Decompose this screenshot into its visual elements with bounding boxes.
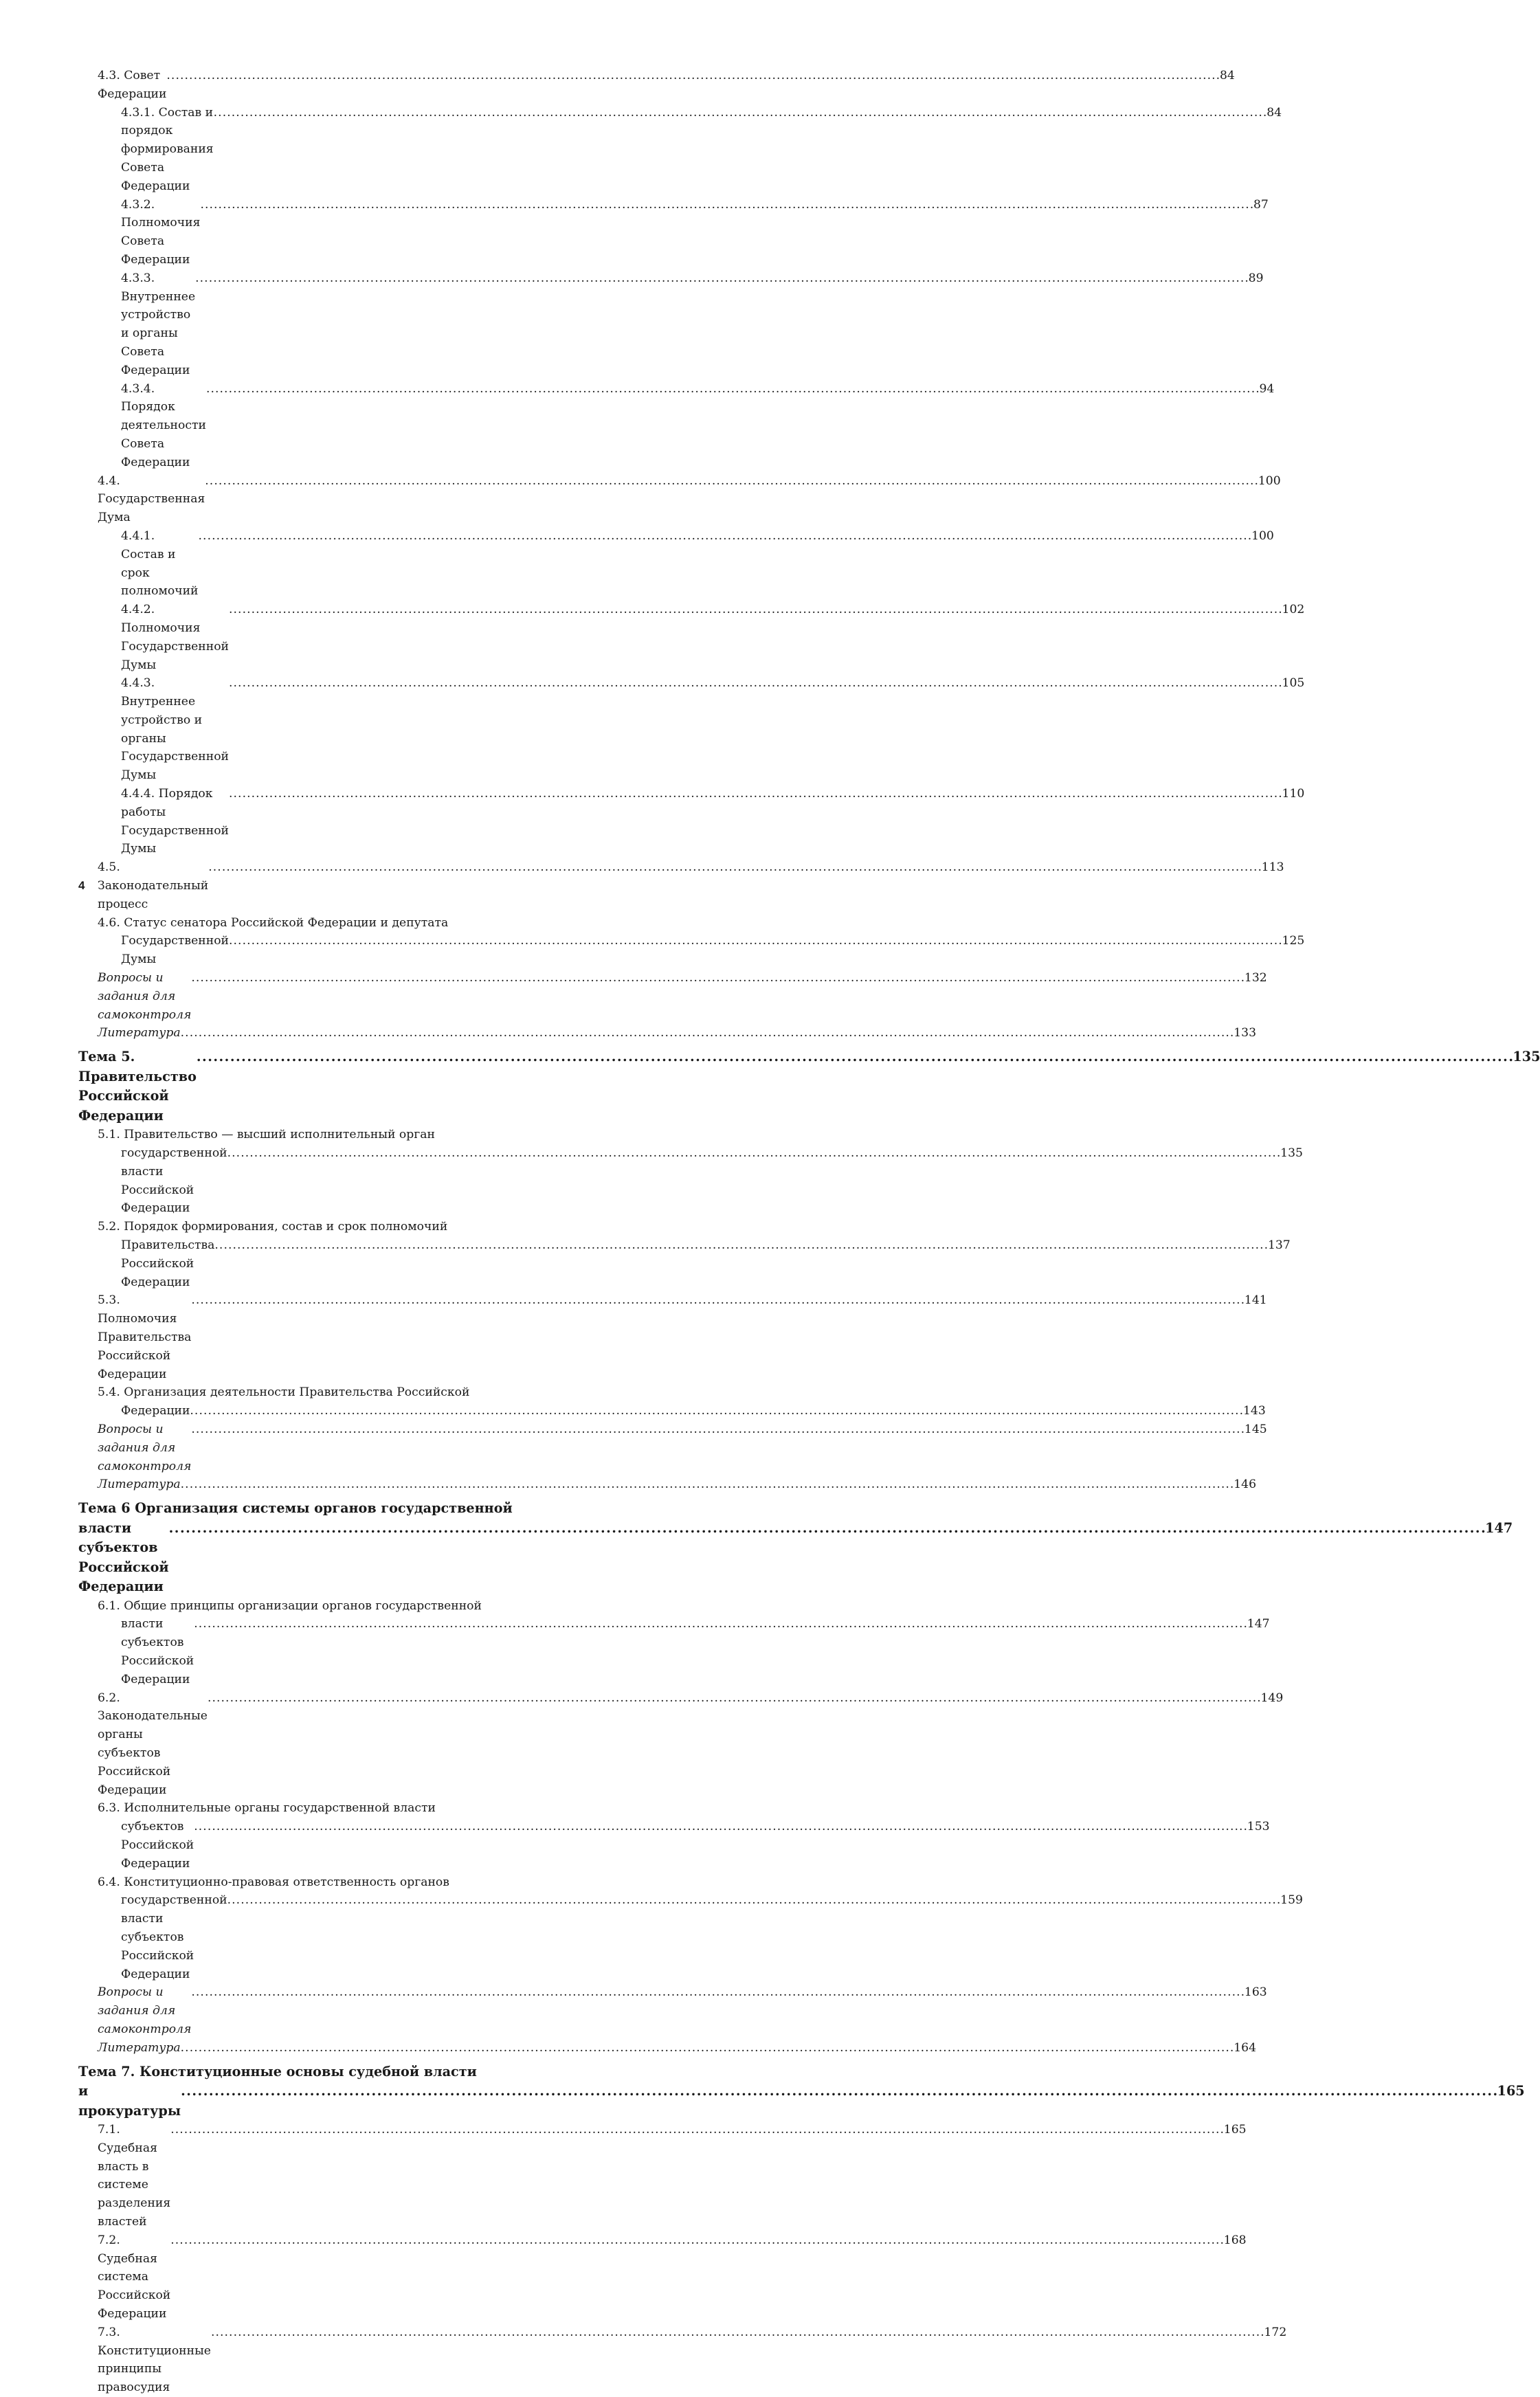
toc-topic-title: Тема 7. Конституционные основы судебной власти	[78, 2063, 477, 2080]
dot-leader	[199, 527, 1251, 546]
toc-entry-continuation	[78, 1236, 1291, 1291]
dot-leader	[190, 1402, 1242, 1420]
dot-leader	[170, 2121, 1223, 2139]
toc-entry-title: 5.3. Полномочия Правительства Российской Федерации	[98, 1293, 195, 1381]
toc-page-number: 149	[1260, 1691, 1284, 1705]
dot-leader	[181, 1024, 1233, 1043]
toc-entry	[78, 601, 1305, 674]
toc-entry	[78, 104, 1282, 196]
toc-entry-title: 7.3. Конституционные принципы правосудия	[98, 2325, 215, 2395]
toc-page-number: 113	[1261, 860, 1284, 875]
toc-entry-title: 4.4.1. Состав и срок полномочий	[121, 528, 199, 599]
toc-entry	[78, 1218, 1291, 1291]
toc-entry-title: 4.3.1. Состав и порядок формирования Совета Федерации	[121, 105, 218, 193]
toc-entry	[78, 380, 1275, 472]
toc-entry-title: 4.5. Законодательный процесс	[98, 860, 212, 911]
toc-topic-title: Тема 6 Организация системы органов государственной	[78, 1500, 513, 1517]
toc-page-number: 143	[1242, 1404, 1266, 1418]
dot-leader	[227, 1144, 1280, 1163]
toc-entry-title: 6.2. Законодательные органы субъектов Российской Федерации	[98, 1691, 212, 1797]
dot-leader	[195, 269, 1247, 288]
dot-leader	[181, 2039, 1233, 2058]
toc-page-number: 135	[1280, 1146, 1303, 1161]
toc-entry	[78, 2121, 1247, 2231]
dot-leader	[208, 1689, 1260, 1708]
toc-page-number: 159	[1280, 1893, 1303, 1908]
toc-entry-title: власти субъектов Российской Федерации	[121, 1617, 198, 1686]
toc-topic-continuation	[78, 2082, 1525, 2121]
toc-entry	[78, 674, 1305, 785]
toc-entry	[78, 527, 1274, 601]
toc-page-number: 141	[1244, 1293, 1267, 1308]
dot-leader	[169, 1519, 1484, 1539]
toc-entry-title: 4.3.2. Полномочия Совета Федерации	[121, 197, 204, 267]
toc-entry	[78, 969, 1267, 1024]
toc-entry-title: 4.4. Государственная Дума	[98, 473, 209, 525]
toc-page-number: 110	[1282, 787, 1305, 801]
dot-leader	[191, 1291, 1243, 1310]
toc-entry-continuation	[78, 932, 1305, 969]
toc-page-number: 147	[1247, 1617, 1270, 1631]
toc-entry-title: 4.6. Статус сенатора Российской Федерации и депутата	[98, 915, 449, 930]
toc-page-number: 87	[1253, 197, 1269, 212]
toc-entry	[78, 67, 1235, 104]
toc-topic-title: власти субъектов Российской Федерации	[78, 1519, 174, 1595]
toc-entry	[78, 2231, 1247, 2323]
dot-leader	[214, 104, 1266, 122]
dot-leader	[227, 1891, 1280, 1910]
dot-leader	[214, 1236, 1266, 1255]
toc-entry-title: 4.3.3. Внутреннее устройство и органы Совета Федерации	[121, 271, 199, 377]
toc-page-number: 100	[1258, 473, 1281, 488]
toc-entry-title: Вопросы и задания для самоконтроля	[98, 971, 192, 1022]
toc-entry-continuation	[78, 1144, 1303, 1218]
dot-leader	[211, 2323, 1263, 2342]
toc-page-number: 102	[1282, 603, 1305, 617]
table-of-contents	[78, 67, 1540, 2397]
toc-entry	[78, 1291, 1267, 1383]
toc-topic	[78, 2062, 1525, 2121]
toc-entry-title: субъектов Российской Федерации	[121, 1820, 198, 1871]
dot-leader	[191, 969, 1243, 988]
toc-entry-title: 7.2. Судебная система Российской Федерации	[98, 2233, 175, 2321]
toc-entry	[78, 1873, 1303, 1984]
toc-page-number: 146	[1234, 1478, 1257, 1492]
toc-entry-continuation	[78, 1891, 1303, 1983]
toc-entry-title: Тема 5. Правительство Российской Федерации	[78, 1049, 201, 1124]
toc-entry	[78, 785, 1305, 858]
toc-topic	[78, 1499, 1513, 1597]
toc-entry-title: 6.4. Конституционно-правовая ответственность органов	[98, 1875, 449, 1889]
toc-page-number: 135	[1513, 1049, 1540, 1065]
toc-entry-continuation	[78, 1615, 1270, 1688]
dot-leader	[194, 1615, 1246, 1634]
toc-page-number: 168	[1223, 2233, 1247, 2247]
toc-entry	[78, 196, 1269, 269]
toc-entry-title: 7.1. Судебная власть в системе разделения властей	[98, 2123, 175, 2229]
toc-entry-title: Литература	[98, 1478, 181, 1492]
dot-leader	[205, 472, 1257, 491]
toc-page-number: 100	[1251, 528, 1274, 543]
toc-entry-title: государственной власти Российской Федерации	[121, 1146, 232, 1216]
dot-leader	[181, 1475, 1233, 1494]
toc-page-number: 145	[1244, 1422, 1267, 1436]
dot-leader	[200, 196, 1252, 214]
toc-entry-continuation	[78, 1818, 1270, 1873]
dot-leader	[191, 1983, 1243, 2002]
toc-page-number: 147	[1485, 1519, 1513, 1536]
toc-page-number: 105	[1282, 676, 1305, 691]
dot-leader	[229, 785, 1281, 803]
dot-leader	[181, 2082, 1496, 2101]
toc-entry-continuation	[78, 1402, 1266, 1420]
toc-page-number: 125	[1282, 934, 1305, 948]
toc-entry	[78, 914, 1305, 969]
toc-entry	[78, 2039, 1257, 2058]
toc-entry	[78, 858, 1284, 913]
toc-entry-title: 5.1. Правительство — высший исполнительный орган	[98, 1128, 435, 1142]
toc-entry-title: 4.4.4. Порядок работы Государственной Думы	[121, 787, 233, 856]
dot-leader	[170, 2231, 1223, 2250]
toc-entry-title: 4.3.4. Порядок деятельности Совета Федерации	[121, 381, 210, 469]
toc-entry-title: Литература	[98, 2040, 181, 2055]
toc-entry	[78, 1689, 1284, 1800]
toc-page-number: 84	[1266, 105, 1282, 120]
toc-entry	[78, 1799, 1270, 1873]
toc-entry	[78, 2323, 1287, 2397]
toc-entry-title: Государственной Думы	[121, 934, 233, 967]
toc-entry-title: Федерации	[121, 1404, 190, 1418]
toc-entry	[78, 1475, 1257, 1494]
toc-entry	[78, 269, 1264, 380]
toc-topic-continuation	[78, 1519, 1513, 1597]
toc-entry-title: государственной власти субъектов Российской Федерации	[121, 1893, 232, 1981]
toc-page-number: 164	[1234, 2040, 1257, 2055]
toc-entry-title: 6.3. Исполнительные органы государственной власти	[98, 1801, 436, 1816]
toc-entry	[78, 472, 1281, 527]
toc-page-number: 132	[1244, 971, 1267, 985]
toc-entry	[78, 1383, 1266, 1420]
toc-page-number: 89	[1248, 271, 1264, 285]
toc-page-number: 84	[1219, 69, 1235, 82]
dot-leader	[208, 858, 1260, 877]
toc-entry-title: 4.3. Совет Федерации	[98, 69, 167, 101]
toc-entry-title: 4.4.3. Внутреннее устройство и органы Государственной Думы	[121, 676, 233, 783]
dot-leader	[229, 674, 1281, 693]
toc-entry-title: Литература	[98, 1026, 181, 1040]
toc-entry	[78, 1597, 1270, 1689]
toc-page-number: 153	[1247, 1820, 1270, 1834]
toc-entry-title: 5.2. Порядок формирования, состав и срок полномочий	[98, 1220, 448, 1234]
toc-page-number: 133	[1234, 1026, 1257, 1040]
toc-entry	[78, 1126, 1303, 1218]
toc-entry-title: Правительства Российской Федерации	[121, 1238, 219, 1289]
toc-entry-title: Вопросы и задания для самоконтроля	[98, 1422, 192, 1473]
toc-page-number: 172	[1264, 2325, 1287, 2339]
toc-page-number: 165	[1223, 2123, 1247, 2137]
toc-entry-title: 5.4. Организация деятельности Правительства Российской	[98, 1385, 470, 1400]
toc-entry-title: 4.4.2. Полномочия Государственной Думы	[121, 603, 233, 672]
toc-entry	[78, 1420, 1267, 1475]
dot-leader	[191, 1420, 1243, 1439]
toc-topic-title: и прокуратуры	[78, 2083, 181, 2119]
toc-entry	[78, 1024, 1257, 1043]
toc-page-number: 165	[1497, 2083, 1525, 2099]
toc-entry-title: 6.1. Общие принципы организации органов государственной	[98, 1598, 482, 1613]
page-number: 4	[78, 879, 85, 892]
toc-page-number: 137	[1267, 1238, 1291, 1253]
toc-entry	[78, 1983, 1267, 2038]
dot-leader	[229, 601, 1281, 619]
dot-leader	[194, 1818, 1246, 1836]
dot-leader	[197, 1047, 1512, 1067]
dot-leader	[166, 67, 1218, 85]
dot-leader	[229, 932, 1281, 950]
toc-page-number: 163	[1244, 1985, 1267, 2000]
toc-entry-title: Вопросы и задания для самоконтроля	[98, 1985, 192, 2036]
toc-entry	[78, 1047, 1540, 1126]
dot-leader	[206, 380, 1258, 399]
toc-page-number: 94	[1259, 381, 1275, 396]
